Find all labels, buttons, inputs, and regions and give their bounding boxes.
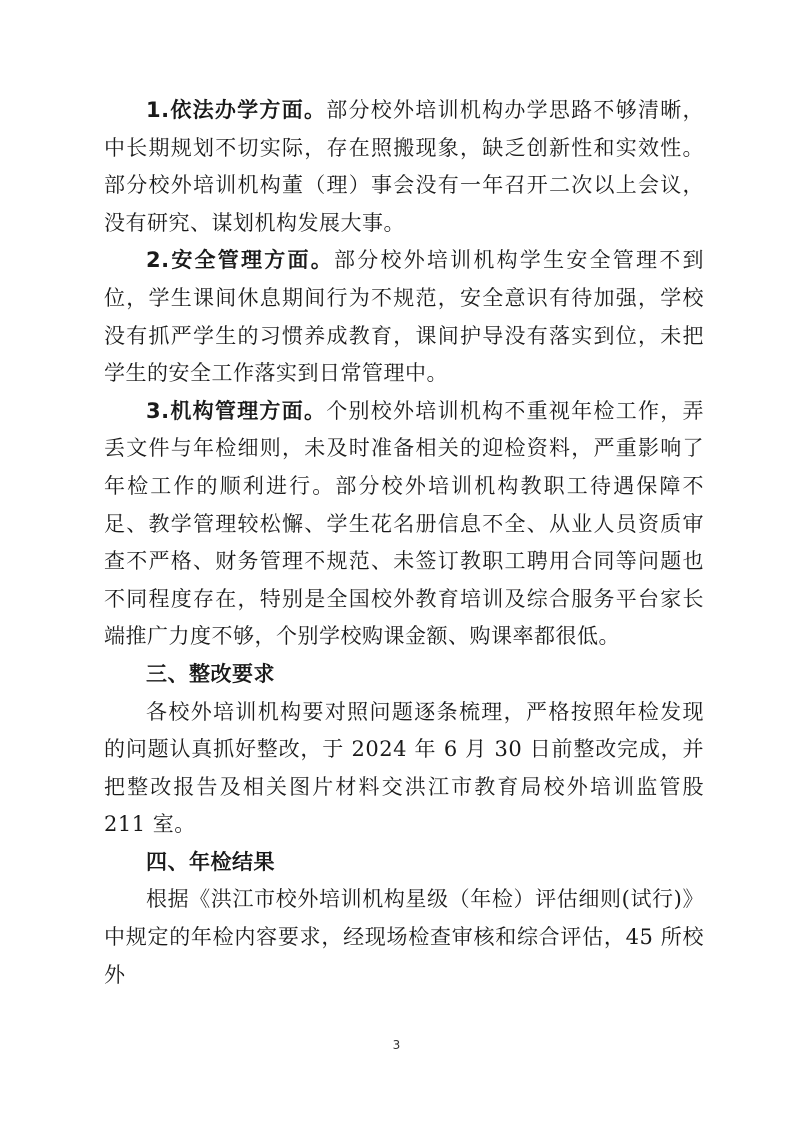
paragraph-legal-operation: [104, 92, 704, 242]
paragraph-rectification: 各校外培训机构要对照问题逐条梳理，严格按照年检发现的问题认真抓好整改，于 2024 年 6 月 30 日前整改完成，并把整改报告及相关图片材料交洪江市教育局校外培训监管股 211 室。: [104, 699, 704, 837]
paragraph-text: 个别校外培训机构不重视年检工作，弄丢文件与年检细则，未及时准备相关的迎检资料，严重影响了年检工作的顺利进行。部分校外培训机构教职工待遇保障不足、教学管理较松懈、学生花名册信息不全、从业人员资质审查不严格、财务管理不规范、未签订教职工聘用合同等问题也不同程度存在，特别是全国校外教育培训及综合服务平台家长端推广力度不够，个别学校购课金额、购课率都很低。: [104, 398, 705, 649]
paragraph-institution-management: [104, 393, 704, 656]
paragraph-lead: 2.安全管理方面。: [146, 248, 334, 273]
paragraph-lead: 1.依法办学方面。: [146, 98, 327, 122]
section-heading-results: 四、年检结果: [146, 849, 275, 874]
paragraph-results: 根据《洪江市校外培训机构星级（年检）评估细则(试行)》中规定的年检内容要求，经现场检查审核和综合评估，45 所校外: [104, 887, 704, 987]
document-body: [104, 92, 704, 994]
paragraph-safety-management: [104, 242, 704, 392]
paragraph-text: 部分校外培训机构办学思路不够清晰，中长期规划不切实际，存在照搬现象，缺乏创新性和实效性。部分校外培训机构董（理）事会没有一年召开二次以上会议，没有研究、谋划机构发展大事。: [104, 98, 705, 235]
paragraph-text: 部分校外培训机构学生安全管理不到位，学生课间休息期间行为不规范，安全意识有待加强，学校没有抓严学生的习惯养成教育，课间护导没有落实到位，未把学生的安全工作落实到日常管理中。: [104, 248, 705, 386]
paragraph-lead: 3.机构管理方面。: [146, 398, 327, 423]
section-heading-rectification: 三、整改要求: [146, 661, 275, 686]
page-number: 3: [392, 1038, 401, 1052]
